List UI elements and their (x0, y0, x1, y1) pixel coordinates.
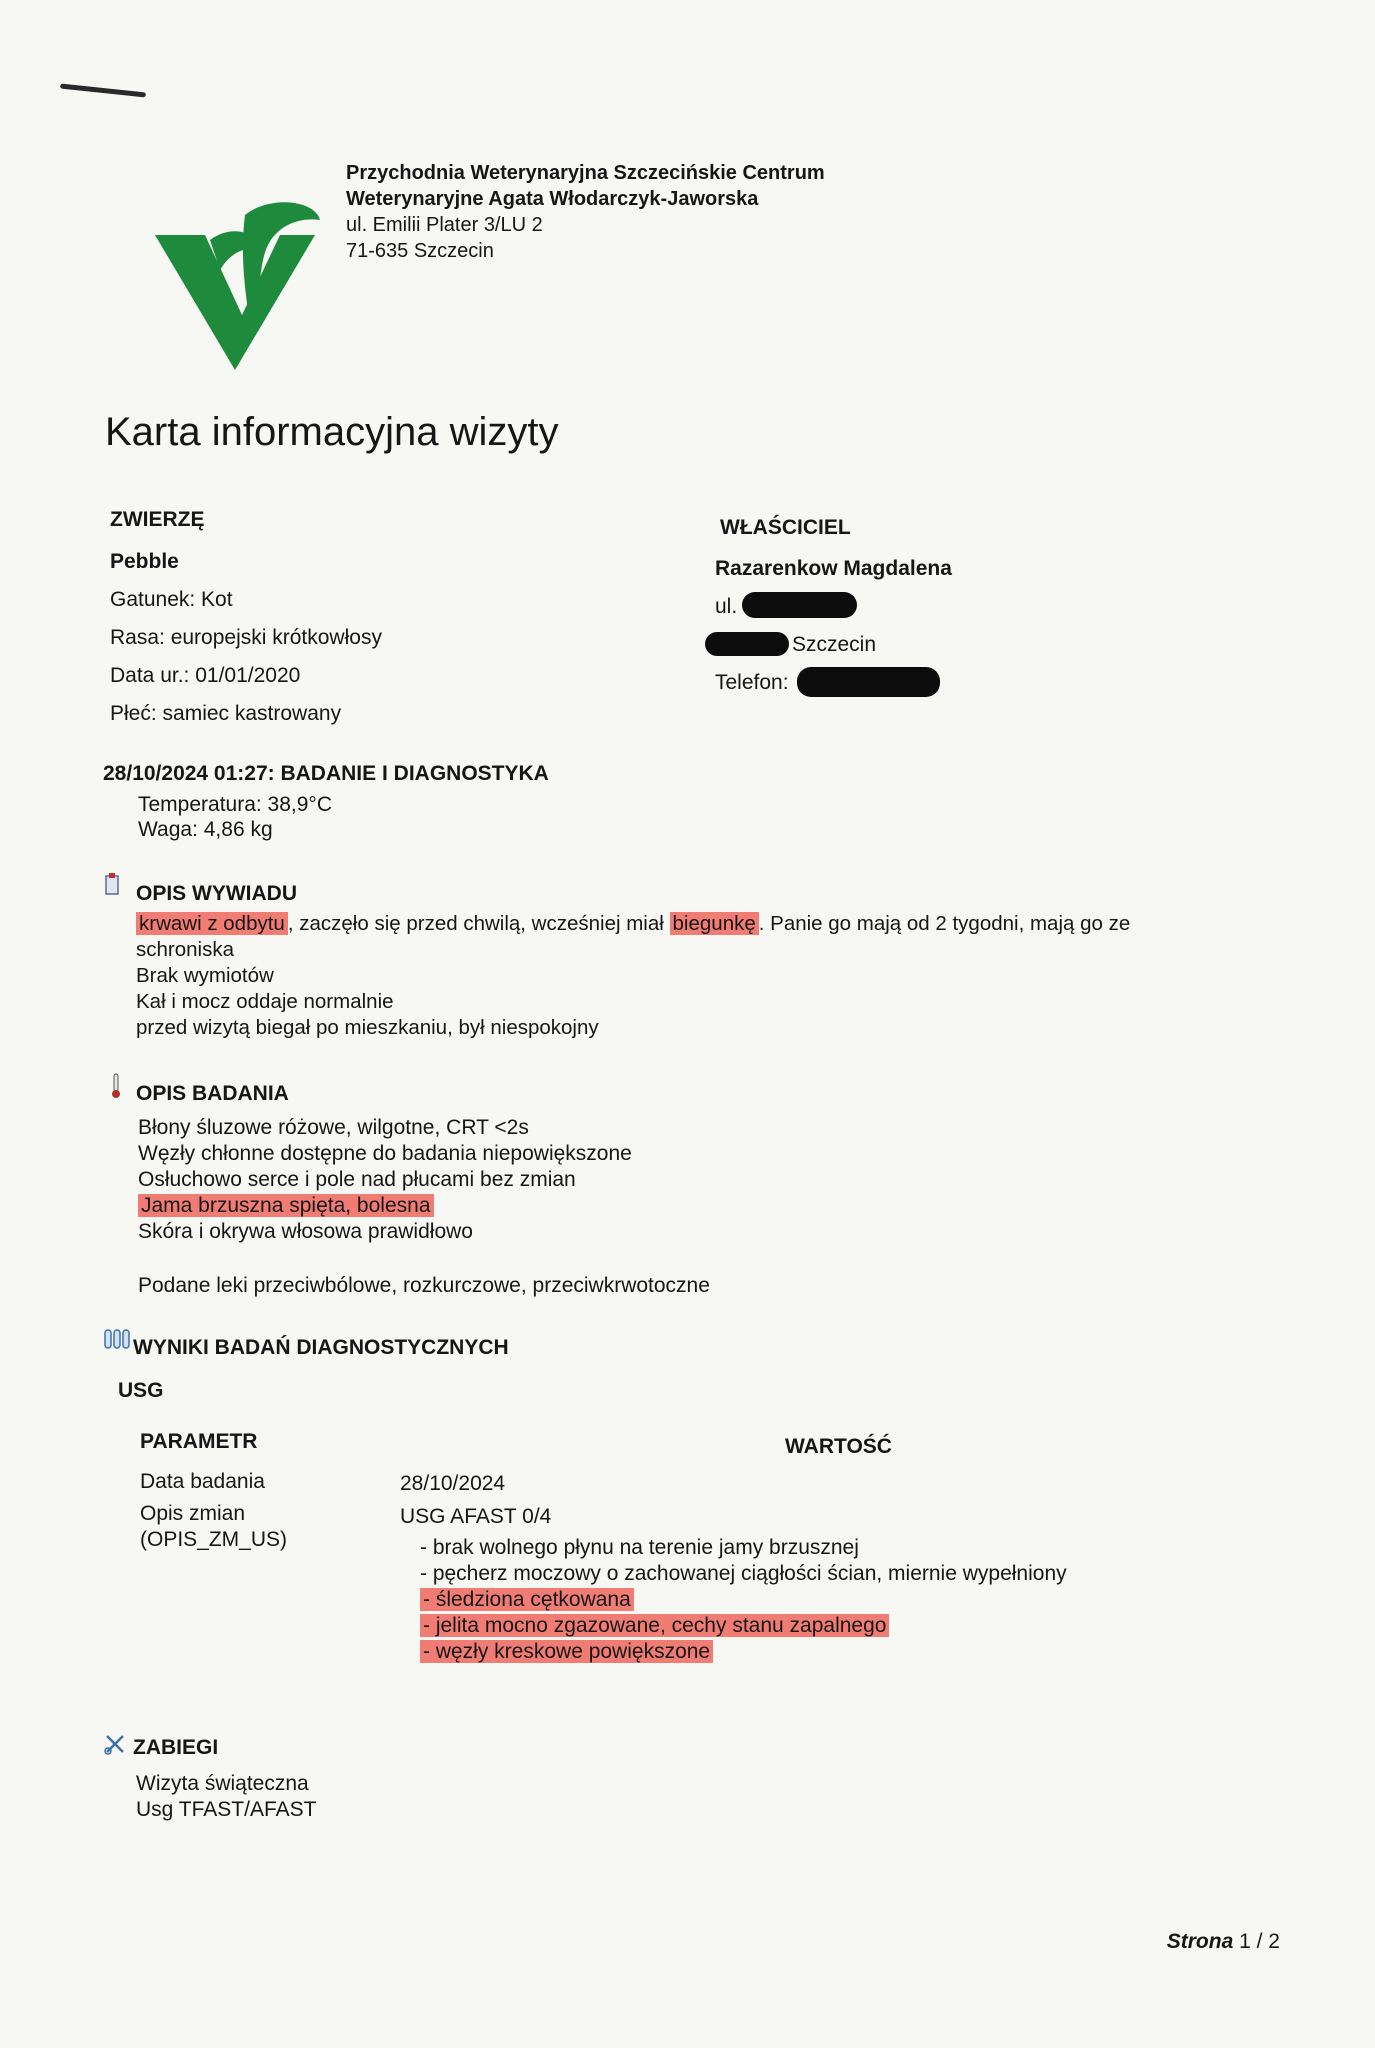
redaction-street (742, 592, 857, 618)
finding-3-highlight: - śledziona cętkowana (420, 1588, 634, 1611)
procedures-heading: ZABIEGI (133, 1736, 219, 1759)
exam-heading: 28/10/2024 01:27: BADANIE I DIAGNOSTYKA (103, 762, 549, 785)
results-subheading: USG (118, 1379, 164, 1402)
page-total: / 2 (1256, 1930, 1280, 1953)
animal-heading: ZWIERZĘ (110, 508, 205, 531)
history-line4: Kał i mocz oddaje normalnie (136, 990, 394, 1013)
examination-heading: OPIS BADANIA (136, 1082, 289, 1105)
examination-medication: Podane leki przeciwbólowe, rozkurczowe, przeciwkrwotoczne (138, 1274, 710, 1297)
history-heading: OPIS WYWIADU (136, 882, 297, 905)
redaction-postcode (705, 632, 789, 656)
examination-line3: Osłuchowo serce i pole nad płucami bez zmian (138, 1168, 576, 1191)
animal-species: Gatunek: Kot (110, 588, 233, 611)
usg-findings (420, 1535, 1067, 1665)
clinic-name-line1: Przychodnia Weterynaryjna Szczecińskie Centrum (346, 162, 825, 184)
exam-weight: Waga: 4,86 kg (138, 818, 273, 841)
value-exam-date: 28/10/2024 (400, 1472, 506, 1495)
exam-temperature: Temperatura: 38,9°C (138, 793, 332, 816)
history-line2: schroniska (136, 938, 234, 961)
clipboard-icon (104, 872, 120, 896)
highlight-bleeding: krwawi z odbytu (136, 912, 288, 935)
animal-breed: Rasa: europejski krótkowłosy (110, 626, 382, 649)
highlight-diarrhea: biegunkę (670, 912, 759, 935)
history-text (136, 911, 1130, 1041)
examination-line2: Węzły chłonne dostępne do badania niepowiększone (138, 1142, 632, 1165)
clinic-header (346, 160, 825, 264)
animal-sex: Płeć: samiec kastrowany (110, 702, 342, 725)
param-changes-code: (OPIS_ZM_US) (140, 1528, 288, 1551)
param-changes: Opis zmian (140, 1502, 246, 1525)
history-text-part2: . Panie go mają od 2 tygodni, mają go ze (758, 912, 1131, 935)
owner-city: Szczecin (792, 633, 877, 656)
history-line3: Brak wymiotów (136, 964, 274, 987)
finding-2: - pęcherz moczowy o zachowanej ciągłości ścian, miernie wypełniony (420, 1562, 1067, 1585)
clinic-address-line2: 71-635 Szczecin (346, 240, 494, 262)
owner-heading: WŁAŚCICIEL (720, 516, 851, 539)
test-tubes-icon (102, 1328, 132, 1352)
finding-4-highlight: - jelita mocno zgazowane, cechy stanu zapalnego (420, 1614, 889, 1637)
page-indicator (1167, 1930, 1280, 1954)
page-label: Strona (1166, 1930, 1234, 1953)
procedure-1: Wizyta świąteczna (136, 1772, 309, 1795)
clinic-address-line1: ul. Emilii Plater 3/LU 2 (346, 214, 543, 236)
animal-dob: Data ur.: 01/01/2020 (110, 664, 301, 687)
animal-name: Pebble (110, 550, 179, 573)
history-line5: przed wizytą biegał po mieszkaniu, był niespokojny (136, 1016, 599, 1039)
redaction-phone (797, 667, 940, 697)
history-text-part1: , zaczęło się przed chwilą, wcześniej miał (287, 912, 670, 935)
value-changes-title: USG AFAST 0/4 (400, 1505, 552, 1528)
clinic-name-line2: Weterynaryjne Agata Włodarczyk-Jaworska (346, 188, 759, 210)
finding-5-highlight: - węzły kreskowe powiększone (420, 1640, 713, 1663)
owner-name: Razarenkow Magdalena (715, 557, 952, 580)
owner-street-prefix: ul. (715, 595, 738, 618)
clinic-logo-icon (150, 195, 330, 370)
scissors-icon (104, 1733, 126, 1755)
page-current: 1 (1239, 1930, 1251, 1953)
param-exam-date: Data badania (140, 1470, 265, 1493)
col-header-value: WARTOŚĆ (785, 1435, 892, 1458)
highlight-abdomen: Jama brzuszna spięta, bolesna (138, 1194, 434, 1217)
results-heading: WYNIKI BADAŃ DIAGNOSTYCZNYCH (133, 1336, 509, 1359)
owner-phone-label: Telefon: (715, 671, 789, 694)
procedure-2: Usg TFAST/AFAST (136, 1798, 317, 1821)
examination-text (138, 1115, 632, 1245)
examination-line5: Skóra i okrywa włosowa prawidłowo (138, 1220, 473, 1243)
scan-mark (60, 84, 146, 98)
page-title: Karta informacyjna wizyty (105, 410, 559, 454)
col-header-param: PARAMETR (140, 1430, 258, 1453)
examination-line1: Błony śluzowe różowe, wilgotne, CRT <2s (138, 1116, 529, 1139)
thermometer-icon (110, 1073, 122, 1099)
finding-1: - brak wolnego płynu na terenie jamy brzusznej (420, 1536, 859, 1559)
